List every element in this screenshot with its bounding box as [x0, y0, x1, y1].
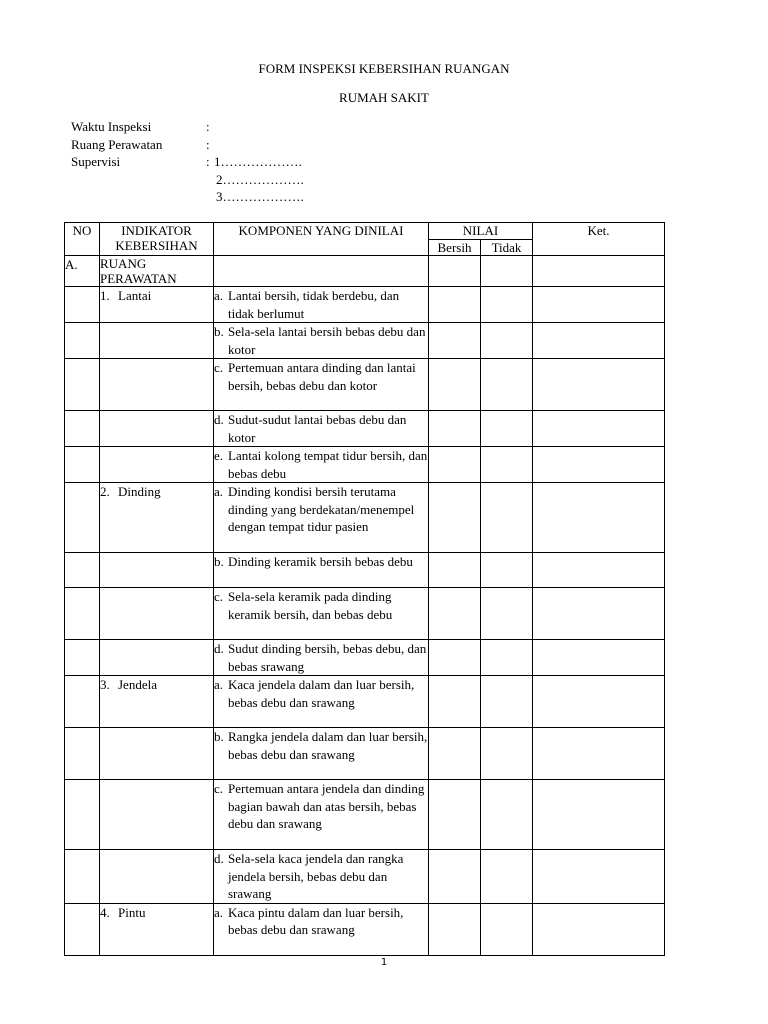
- component-cell: [214, 903, 429, 955]
- ket-cell[interactable]: [533, 447, 665, 483]
- no-cell: [65, 676, 100, 728]
- component-text: Pertemuan antara jendela dan dinding bagian bawah dan atas bersih, bebas debu dan srawang: [228, 781, 425, 831]
- component-letter: b.: [214, 729, 224, 744]
- no-cell: [65, 780, 100, 850]
- component-cell: [214, 676, 429, 728]
- bersih-cell[interactable]: [429, 553, 481, 588]
- ket-cell[interactable]: [533, 411, 665, 447]
- no-cell: [65, 411, 100, 447]
- indicator-name: Pintu: [118, 904, 146, 920]
- component-cell: [214, 850, 429, 904]
- tidak-cell[interactable]: [481, 411, 533, 447]
- tidak-cell[interactable]: [481, 256, 533, 287]
- bersih-cell[interactable]: [429, 588, 481, 640]
- component-text: Kaca pintu dalam dan luar bersih, bebas debu dan srawang: [228, 904, 404, 937]
- component-cell: [214, 728, 429, 780]
- tidak-cell[interactable]: [481, 359, 533, 411]
- tidak-cell[interactable]: [481, 640, 533, 676]
- ruang-colon: :: [206, 136, 210, 152]
- table-row: [65, 359, 665, 411]
- component-letter: a.: [214, 288, 224, 303]
- header-nilai: NILAI: [429, 223, 533, 240]
- ket-cell[interactable]: [533, 287, 665, 323]
- component-text: Sudut dinding bersih, bebas debu, dan bebas srawang: [228, 641, 427, 674]
- indicator-cell: [100, 903, 214, 955]
- component-cell: [214, 411, 429, 447]
- ket-cell[interactable]: [533, 676, 665, 728]
- bersih-cell[interactable]: [429, 780, 481, 850]
- indicator-cell: [100, 850, 214, 904]
- component-cell: [214, 483, 429, 553]
- indicator-cell: [100, 588, 214, 640]
- tidak-cell[interactable]: [481, 447, 533, 483]
- table-row: [65, 728, 665, 780]
- inspection-table: [64, 222, 665, 956]
- table-row: [65, 640, 665, 676]
- component-cell: [214, 359, 429, 411]
- no-cell: [65, 850, 100, 904]
- table-row: [65, 676, 665, 728]
- indicator-cell: [100, 553, 214, 588]
- header-komponen: KOMPONEN YANG DINILAI: [214, 223, 429, 256]
- header-ket: Ket.: [533, 223, 665, 256]
- page-number: 1: [380, 957, 388, 968]
- tidak-cell[interactable]: [481, 676, 533, 728]
- component-letter: a.: [214, 484, 224, 499]
- ket-cell[interactable]: [533, 323, 665, 359]
- bersih-cell[interactable]: [429, 411, 481, 447]
- indicator-cell: [100, 359, 214, 411]
- component-letter: d.: [214, 851, 224, 866]
- component-cell: [214, 447, 429, 483]
- header-row: [65, 223, 665, 240]
- bersih-cell[interactable]: [429, 287, 481, 323]
- component-text: Sudut-sudut lantai bebas debu dan kotor: [228, 412, 407, 445]
- indicator-cell: [100, 728, 214, 780]
- bersih-cell[interactable]: [429, 483, 481, 553]
- header-bersih: Bersih: [429, 240, 481, 256]
- header-tidak: Tidak: [481, 240, 533, 256]
- tidak-cell[interactable]: [481, 287, 533, 323]
- component-cell: [214, 553, 429, 588]
- tidak-cell[interactable]: [481, 588, 533, 640]
- no-cell: [65, 588, 100, 640]
- component-cell: [214, 287, 429, 323]
- section-name: RUANG PERAWATAN: [100, 256, 214, 287]
- bersih-cell[interactable]: [429, 323, 481, 359]
- component-letter: c.: [214, 781, 224, 796]
- indicator-cell: [100, 640, 214, 676]
- tidak-cell[interactable]: [481, 483, 533, 553]
- no-cell: [65, 903, 100, 955]
- indicator-number: 4.: [100, 904, 110, 920]
- component-text: Lantai kolong tempat tidur bersih, dan bebas debu: [228, 448, 428, 481]
- header-indikator: INDIKATOR KEBERSIHAN: [100, 223, 214, 256]
- component-cell: [214, 588, 429, 640]
- table-row: [65, 780, 665, 850]
- indicator-cell: [100, 411, 214, 447]
- component-text: Sela-sela lantai bersih bebas debu dan kotor: [228, 324, 426, 357]
- ket-cell[interactable]: [533, 359, 665, 411]
- component-letter: b.: [214, 554, 224, 569]
- ket-cell[interactable]: [533, 256, 665, 287]
- ket-cell[interactable]: [533, 780, 665, 850]
- table-row: [65, 553, 665, 588]
- ket-cell[interactable]: [533, 588, 665, 640]
- supervisi-label: Supervisi: [71, 154, 121, 169]
- bersih-cell[interactable]: [429, 676, 481, 728]
- table-body: [65, 287, 665, 956]
- component-text: Dinding kondisi bersih terutama dinding yang berdekatan/menempel dengan tempat tidur pasien: [228, 484, 415, 534]
- form-title: FORM INSPEKSI KEBERSIHAN RUANGAN: [258, 61, 510, 76]
- indicator-number: 2.: [100, 484, 110, 499]
- component-letter: d.: [214, 641, 224, 656]
- indicator-number: 3.: [100, 677, 110, 692]
- component-cell: [214, 323, 429, 359]
- component-cell: [214, 640, 429, 676]
- component-letter: b.: [214, 324, 224, 339]
- table-row: [65, 287, 665, 323]
- component-letter: a.: [214, 677, 224, 692]
- indicator-cell: [100, 780, 214, 850]
- component-letter: e.: [214, 448, 224, 463]
- indicator-cell: [100, 483, 214, 553]
- no-cell: [65, 359, 100, 411]
- indicator-cell: [100, 447, 214, 483]
- component-text: Pertemuan antara dinding dan lantai bersih, bebas debu dan kotor: [228, 360, 416, 393]
- no-cell: [65, 483, 100, 553]
- bersih-cell[interactable]: [429, 850, 481, 904]
- ruang-label: Ruang Perawatan: [71, 136, 163, 152]
- ket-cell[interactable]: [533, 903, 665, 955]
- table-row: [65, 323, 665, 359]
- no-cell: [65, 323, 100, 359]
- ket-cell[interactable]: [533, 728, 665, 780]
- tidak-cell[interactable]: [481, 850, 533, 904]
- komponen-cell: [214, 256, 429, 287]
- bersih-cell[interactable]: [429, 728, 481, 780]
- indicator-name: Dinding: [118, 484, 161, 499]
- bersih-cell[interactable]: [429, 359, 481, 411]
- component-cell: [214, 780, 429, 850]
- bersih-cell[interactable]: [429, 903, 481, 955]
- no-cell: [65, 287, 100, 323]
- section-row: [65, 256, 665, 287]
- no-cell: [65, 640, 100, 676]
- table-row: [65, 850, 665, 904]
- component-letter: d.: [214, 412, 224, 427]
- waktu-label: Waktu Inspeksi: [71, 119, 152, 134]
- no-cell: [65, 447, 100, 483]
- tidak-cell[interactable]: [481, 780, 533, 850]
- component-text: Sela-sela kaca jendela dan rangka jendela bersih, bebas debu dan srawang: [228, 851, 404, 901]
- tidak-cell[interactable]: [481, 553, 533, 588]
- supervisor-line-3: 3……………….: [216, 189, 304, 204]
- supervisor-line-1: 1……………….: [214, 154, 302, 169]
- component-letter: c.: [214, 360, 224, 375]
- table-row: [65, 483, 665, 553]
- indicator-cell: [100, 287, 214, 323]
- indicator-name: Jendela: [118, 677, 157, 692]
- component-letter: c.: [214, 589, 224, 604]
- table-row: [65, 447, 665, 483]
- bersih-cell[interactable]: [429, 256, 481, 287]
- tidak-cell[interactable]: [481, 903, 533, 955]
- component-text: Sela-sela keramik pada dinding keramik bersih, dan bebas debu: [228, 589, 393, 622]
- supervisi-colon: :: [206, 154, 210, 169]
- indicator-cell: [100, 676, 214, 728]
- bersih-cell[interactable]: [429, 447, 481, 483]
- table-row: [65, 411, 665, 447]
- table-row: [65, 903, 665, 955]
- section-no: A.: [65, 256, 100, 287]
- ket-cell[interactable]: [533, 850, 665, 904]
- supervisor-line-2: 2……………….: [216, 171, 304, 187]
- indicator-cell: [100, 323, 214, 359]
- bersih-cell[interactable]: [429, 640, 481, 676]
- component-text: Lantai bersih, tidak berdebu, dan tidak berlumut: [228, 288, 400, 321]
- component-letter: a.: [214, 904, 224, 920]
- header-no: NO: [65, 223, 100, 256]
- form-subtitle: RUMAH SAKIT: [339, 90, 429, 105]
- component-text: Rangka jendela dalam dan luar bersih, bebas debu dan srawang: [228, 729, 428, 762]
- no-cell: [65, 728, 100, 780]
- ket-cell[interactable]: [533, 483, 665, 553]
- indicator-number: 1.: [100, 288, 110, 303]
- tidak-cell[interactable]: [481, 728, 533, 780]
- component-text: Dinding keramik bersih bebas debu: [228, 554, 413, 569]
- tidak-cell[interactable]: [481, 323, 533, 359]
- component-text: Kaca jendela dalam dan luar bersih, bebas debu dan srawang: [228, 677, 415, 710]
- waktu-colon: :: [206, 119, 210, 134]
- indicator-name: Lantai: [118, 288, 152, 303]
- table-row: [65, 588, 665, 640]
- ket-cell[interactable]: [533, 640, 665, 676]
- ket-cell[interactable]: [533, 553, 665, 588]
- no-cell: [65, 553, 100, 588]
